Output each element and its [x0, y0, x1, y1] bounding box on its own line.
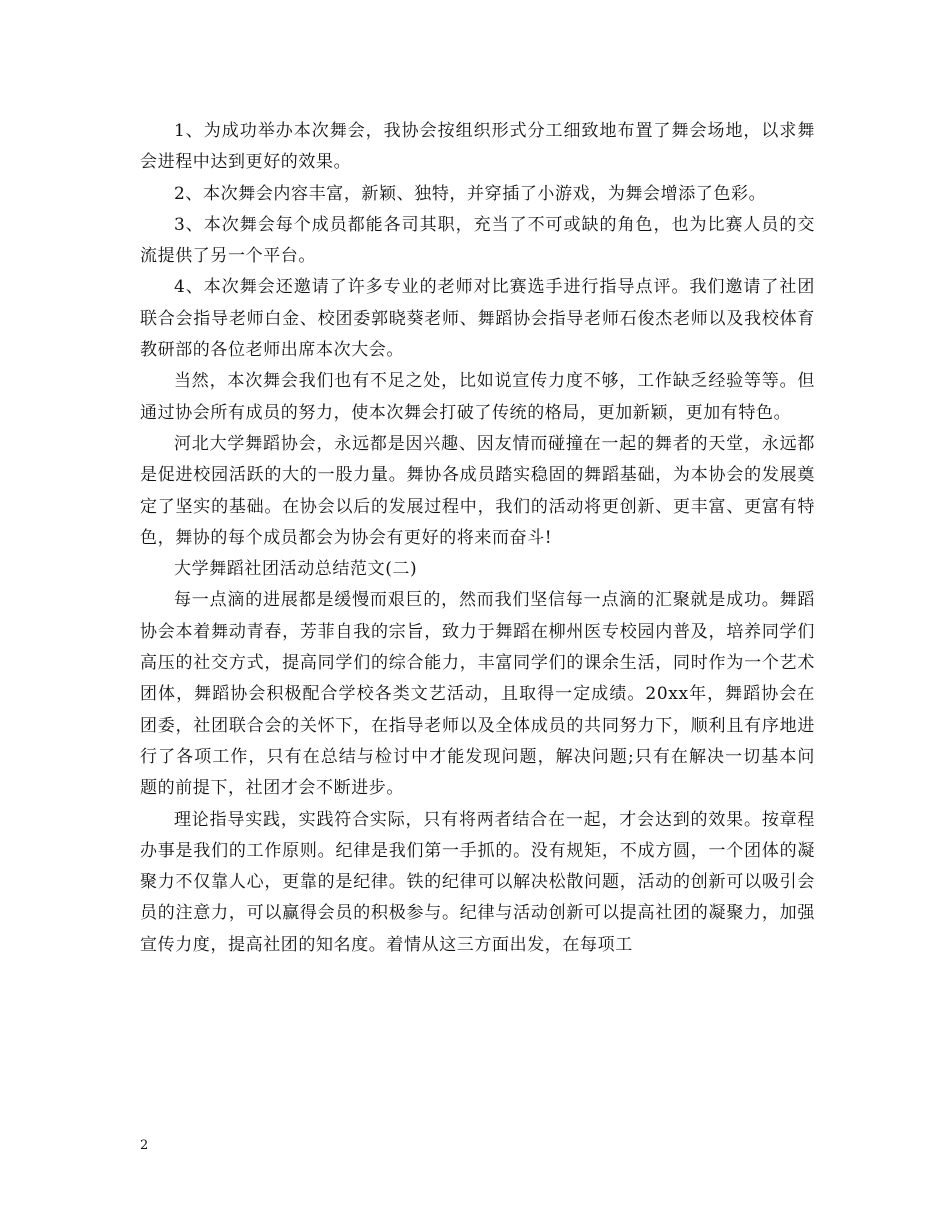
- paragraph-1: 1、为成功举办本次舞会，我协会按组织形式分工细致地布置了舞会场地，以求舞会进程中达到更好的效果。: [140, 121, 815, 173]
- page-number: 2: [140, 1138, 149, 1153]
- paragraph-8: 理论指导实践，实践符合实际，只有将两者结合在一起，才会达到的效果。按章程办事是我们的工作原则。纪律是我们第一手抓的。没有规矩，不成方圆，一个团体的凝聚力不仅靠人心，更靠的是纪律。铁的纪律可以解决松散问题，活动的创新可以吸引会员的注意力，可以赢得会员的积极参与。纪律与活动创新可以提高社团的凝聚力，加强宣传力度，提高社团的知名度。着情从这三方面出发，在每项工: [140, 809, 815, 955]
- paragraph-2: 2、本次舞会内容丰富，新颖、独特，并穿插了小游戏，为舞会增添了色彩。: [174, 183, 767, 204]
- document-body: [140, 116, 815, 961]
- section-heading: 大学舞蹈社团活动总结范文(二): [174, 559, 418, 580]
- paragraph-3: 3、本次舞会每个成员都能各司其职，充当了不可或缺的角色，也为比赛人员的交流提供了另一个平台。: [140, 214, 815, 267]
- paragraph-7: 每一点滴的进展都是缓慢而艰巨的，然而我们坚信每一点滴的汇聚就是成功。舞蹈协会本着舞动青春，芳菲自我的宗旨，致力于舞蹈在柳州医专校园内普及，培养同学们高压的社交方式，提高同学们的综合能力，丰富同学们的课余生活，同时作为一个艺术团体，舞蹈协会积极配合学校各类文艺活动，且取得一定成绩。20xx年，舞蹈协会在团委，社团联合会的关怀下，在指导老师以及全体成员的共同努力下，顺利且有序地进行了各项工作，只有在总结与检讨中才能发现问题，解决问题;只有在解决一切基本问题的前提下，社团才会不断进步。: [140, 590, 815, 799]
- paragraph-4: 4、本次舞会还邀请了许多专业的老师对比赛选手进行指导点评。我们邀请了社团联合会指导老师白金、校团委郭晓葵老师、舞蹈协会指导老师石俊杰老师以及我校体育教研部的各位老师出席本次大会。: [140, 277, 815, 361]
- paragraph-5: 当然，本次舞会我们也有不足之处，比如说宣传力度不够，工作缺乏经验等等。但通过协会所有成员的努力，使本次舞会打破了传统的格局，更加新颖，更加有特色。: [140, 371, 815, 423]
- paragraph-6: 河北大学舞蹈协会，永远都是因兴趣、因友情而碰撞在一起的舞者的天堂，永远都是促进校园活跃的大的一股力量。舞协各成员踏实稳固的舞蹈基础，为本协会的发展奠定了坚实的基础。在协会以后的发展过程中，我们的活动将更创新、更丰富、更富有特色，舞协的每个成员都会为协会有更好的将来而奋斗!: [140, 433, 815, 548]
